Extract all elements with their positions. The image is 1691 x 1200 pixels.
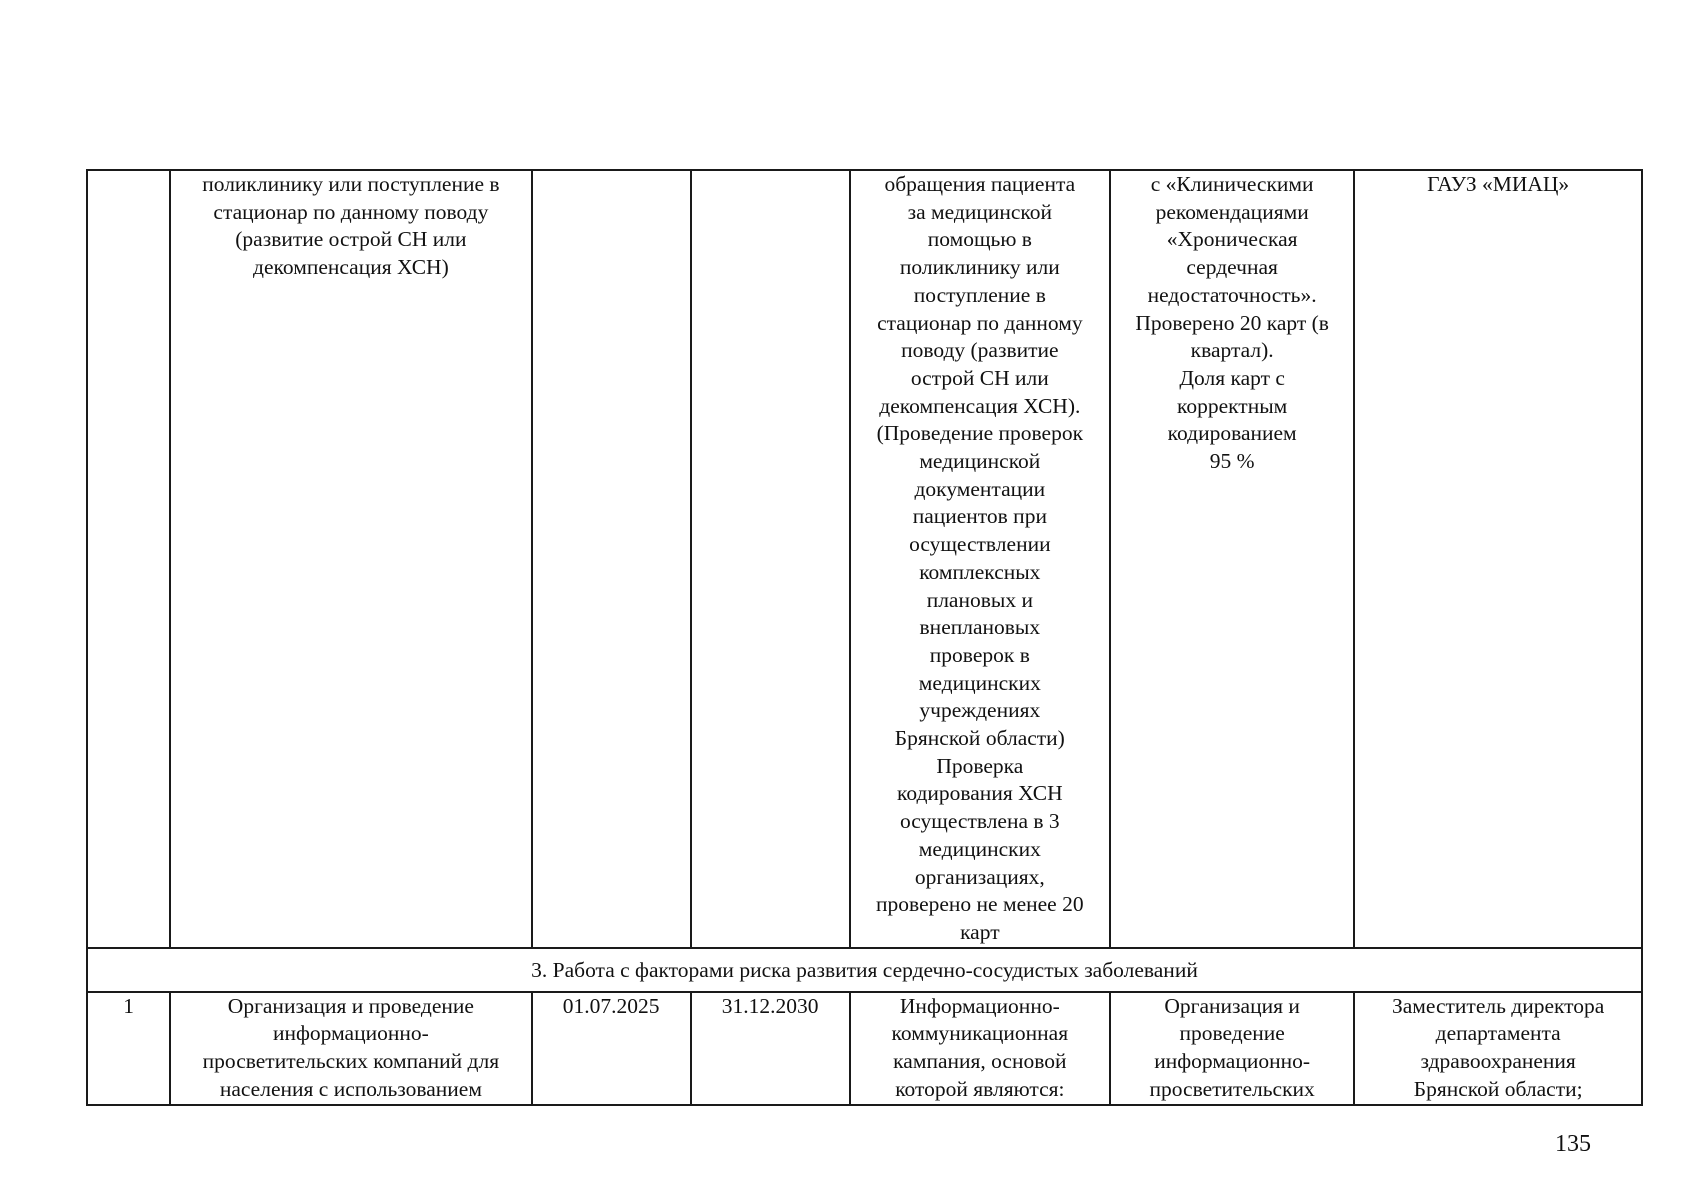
cell-description: обращения пациента за медицинской помощью в поликлинику или поступление в стационар по данному поводу (развитие острой СН или декомпенсация ХСН). (Проведение проверок медицинской документации пациентов при осуществлении комплексных плановых и внеплановых проверок в медицинских учреждениях Брянской области) Проверка кодирования ХСН осуществлена в 3 медицинских организациях, проверено не менее 20 карт bbox=[850, 170, 1110, 948]
table-row-item bbox=[87, 992, 1642, 1105]
cell-start-date bbox=[532, 170, 691, 948]
cell-number bbox=[87, 170, 170, 948]
cell-end-date: 31.12.2030 bbox=[691, 992, 850, 1105]
table-row-section-heading bbox=[87, 948, 1642, 992]
cell-responsible: Заместитель директора департамента здравоохранения Брянской области; bbox=[1354, 992, 1642, 1105]
cell-number: 1 bbox=[87, 992, 170, 1105]
cell-responsible: ГАУЗ «МИАЦ» bbox=[1354, 170, 1642, 948]
section-title: 3. Работа с факторами риска развития сердечно-сосудистых заболеваний bbox=[87, 948, 1642, 992]
cell-end-date bbox=[691, 170, 850, 948]
cell-description: Информационно- коммуникационная кампания, основой которой являются: bbox=[850, 992, 1110, 1105]
document-table bbox=[86, 169, 1643, 1106]
table-row-continuation bbox=[87, 170, 1642, 948]
cell-result: с «Клиническими рекомендациями «Хроническая сердечная недостаточность». Проверено 20 карт (в квартал). Доля карт с корректным кодированием 95 % bbox=[1110, 170, 1354, 948]
cell-activity-name: поликлинику или поступление в стационар по данному поводу (развитие острой СН или декомпенсация ХСН) bbox=[170, 170, 531, 948]
cell-result: Организация и проведение информационно- просветительских bbox=[1110, 992, 1354, 1105]
page-number: 135 bbox=[1555, 1131, 1591, 1157]
cell-start-date: 01.07.2025 bbox=[532, 992, 691, 1105]
cell-activity-name: Организация и проведение информационно- просветительских компаний для населения с использованием bbox=[170, 992, 531, 1105]
